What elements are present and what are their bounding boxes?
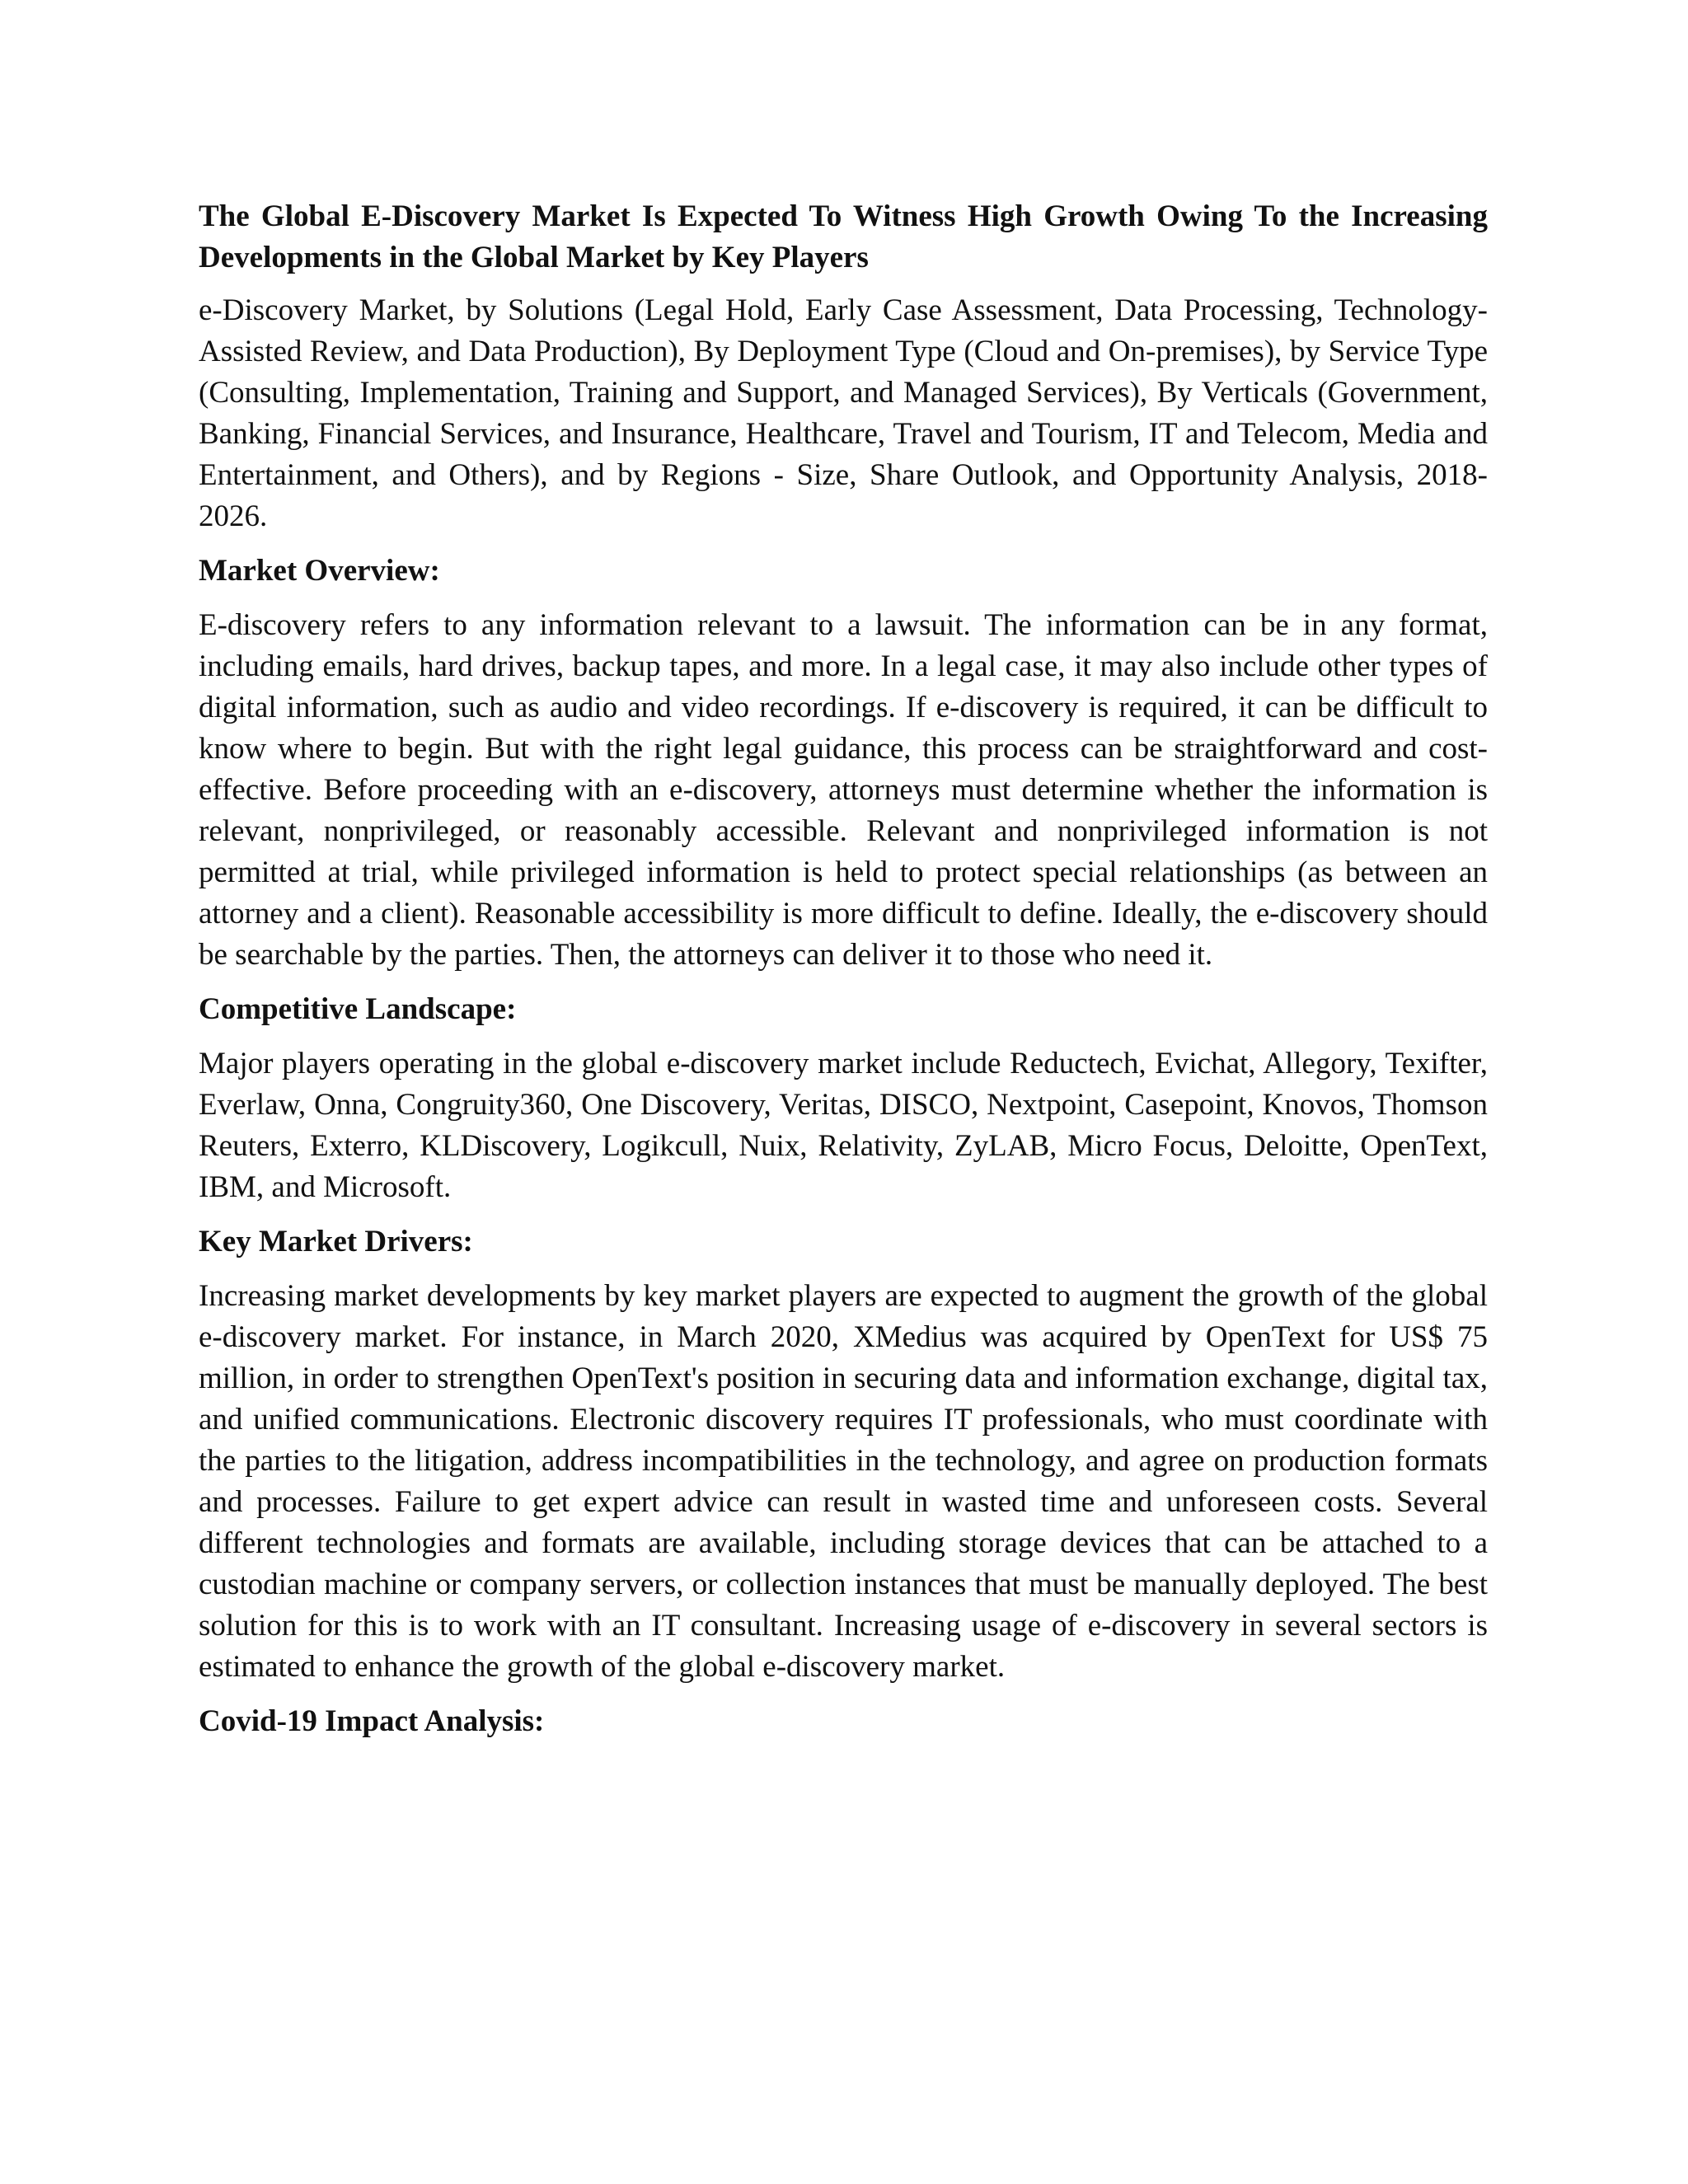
covid-impact-heading: Covid-19 Impact Analysis:: [199, 1704, 545, 1738]
document-title: The Global E-Discovery Market Is Expected To Witness High Growth Owing To the Increasing Developments in the Global Market by Key Players: [199, 199, 1488, 274]
market-overview-paragraph: E-discovery refers to any information relevant to a lawsuit. The information can be in any format, including emails, hard drives, backup tapes, and more. In a legal case, it may also include other types of digital information, such as audio and video recordings. If e-discovery is required, it can be difficult to know where to begin. But with the right legal guidance, this process can be straightforward and cost-effective. Before proceeding with an e-discovery, attorneys must determine whether the information is relevant, nonprivileged, or reasonably accessible. Relevant and nonprivileged information is not permitted at trial, while privileged information is held to protect special relationships (as between an attorney and a client). Reasonable accessibility is more difficult to define. Ideally, the e-discovery should be searchable by the parties. Then, the attorneys can deliver it to those who need it.: [199, 608, 1488, 972]
report-subtitle: e-Discovery Market, by Solutions (Legal Hold, Early Case Assessment, Data Processing, Technology-Assisted Review, and Data Production), By Deployment Type (Cloud and On-premises), by Service Type (Consulting, Implementation, Training and Support, and Managed Services), By Verticals (Government, Banking, Financial Services, and Insurance, Healthcare, Travel and Tourism, IT and Telecom, Media and Entertainment, and Others), and by Regions - Size, Share Outlook, and Opportunity Analysis, 2018-2026.: [199, 293, 1488, 533]
key-market-drivers-paragraph: Increasing market developments by key market players are expected to augment the growth of the global e-discovery market. For instance, in March 2020, XMedius was acquired by OpenText for US$ 75 million, in order to strengthen OpenText's position in securing data and information exchange, digital tax, and unified communications. Electronic discovery requires IT professionals, who must coordinate with the parties to the litigation, address incompatibilities in the technology, and agree on production formats and processes. Failure to get expert advice can result in wasted time and unforeseen costs. Several different technologies and formats are available, including storage devices that can be attached to a custodian machine or company servers, or collection instances that must be manually deployed. The best solution for this is to work with an IT consultant. Increasing usage of e-discovery in several sectors is estimated to enhance the growth of the global e-discovery market.: [199, 1279, 1488, 1684]
competitive-landscape-paragraph: Major players operating in the global e-discovery market include Reductech, Evichat, Allegory, Texifter, Everlaw, Onna, Congruity360, One Discovery, Veritas, DISCO, Nextpoint, Casepoint, Knovos, Thomson Reuters, Exterro, KLDiscovery, Logikcull, Nuix, Relativity, ZyLAB, Micro Focus, Deloitte, OpenText, IBM, and Microsoft.: [199, 1047, 1488, 1204]
market-overview-heading: Market Overview:: [199, 554, 440, 588]
key-market-drivers-heading: Key Market Drivers:: [199, 1225, 473, 1258]
document-content: [199, 196, 1488, 1755]
competitive-landscape-heading: Competitive Landscape:: [199, 992, 517, 1026]
